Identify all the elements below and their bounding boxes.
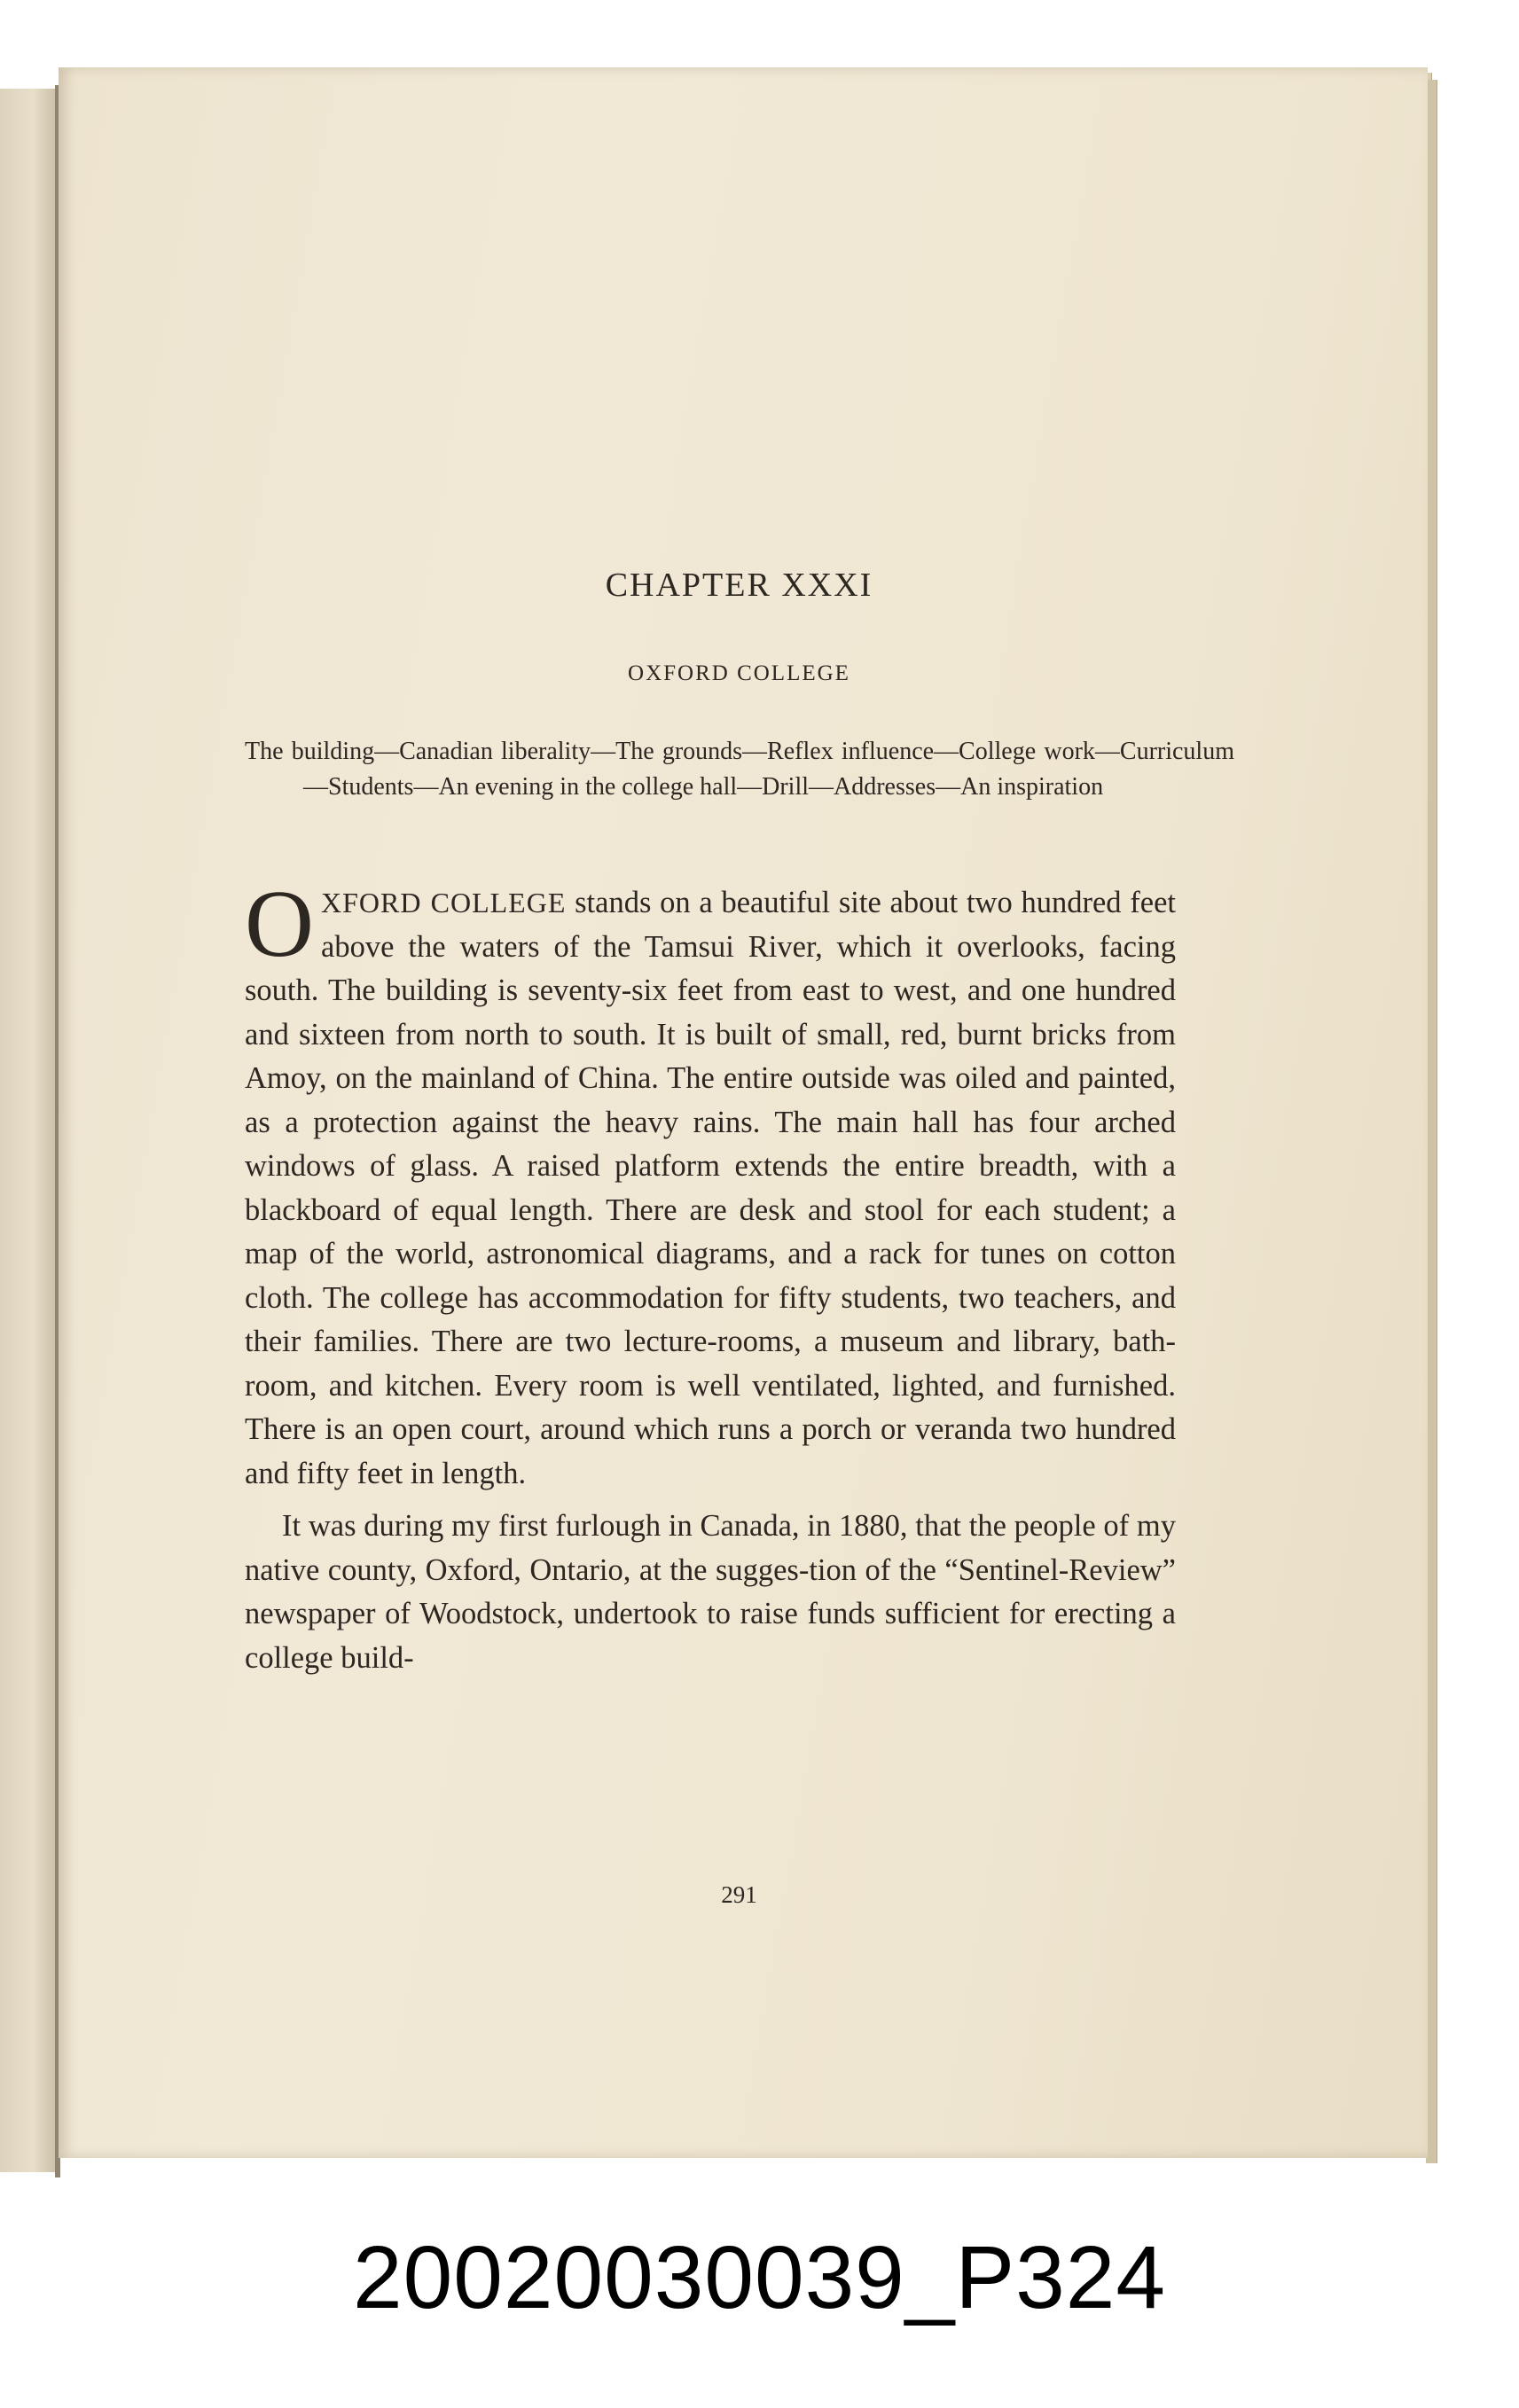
book-page: [59, 67, 1428, 2158]
paragraph-1: [245, 872, 1176, 1496]
section-title: OXFORD COLLEGE: [628, 661, 850, 685]
facing-page-edge: [0, 89, 57, 2172]
drop-cap: O: [245, 872, 314, 977]
chapter-synopsis: The building—Canadian liberality—The grounds—Reflex influence—College work—Curriculum—Students—An evening in the college hall—Drill—Addresses—An inspiration: [245, 738, 1234, 801]
paragraph-1-text: stands on a beautiful site about two hundred feet above the waters of the Tamsui River, which it overlooks, facing south. The building is seventy-six feet from east to west, and one hundred and sixteen from north to south. It is built of small, red, burnt bricks from Amoy, on the mainland of China. The entire outside was oiled and painted, as a protection against the heavy rains. The main hall has four arched windows of glass. A raised platform extends the entire breadth, with a blackboard of equal length. There are desk and stool for each student; a map of the world, astronomical diagrams, and a rack for tunes on cotton cloth. The college has accommodation for fifty students, two teachers, and their families. There are two lecture-rooms, a museum and library, bath-room, and kitchen. Every room is well ventilated, lighted, and furnished. There is an open court, around which runs a porch or veranda two hundred and fifty feet in length.: [245, 886, 1176, 1490]
lead-in-small-caps: XFORD COLLEGE: [321, 887, 567, 919]
page-number: 291: [721, 1881, 757, 1908]
catalog-id-label: 20020030039_P324: [353, 2228, 1166, 2327]
chapter-title: CHAPTER XXXI: [605, 567, 873, 604]
body-text: [245, 872, 1176, 1680]
paragraph-2: It was during my first furlough in Canada, in 1880, that the people of my native county, Oxford, Ontario, at the sugges-tion of the “Sentinel-Review” newspaper of Woodstock, undertook to raise funds sufficient for erecting a college build-: [245, 1509, 1176, 1675]
